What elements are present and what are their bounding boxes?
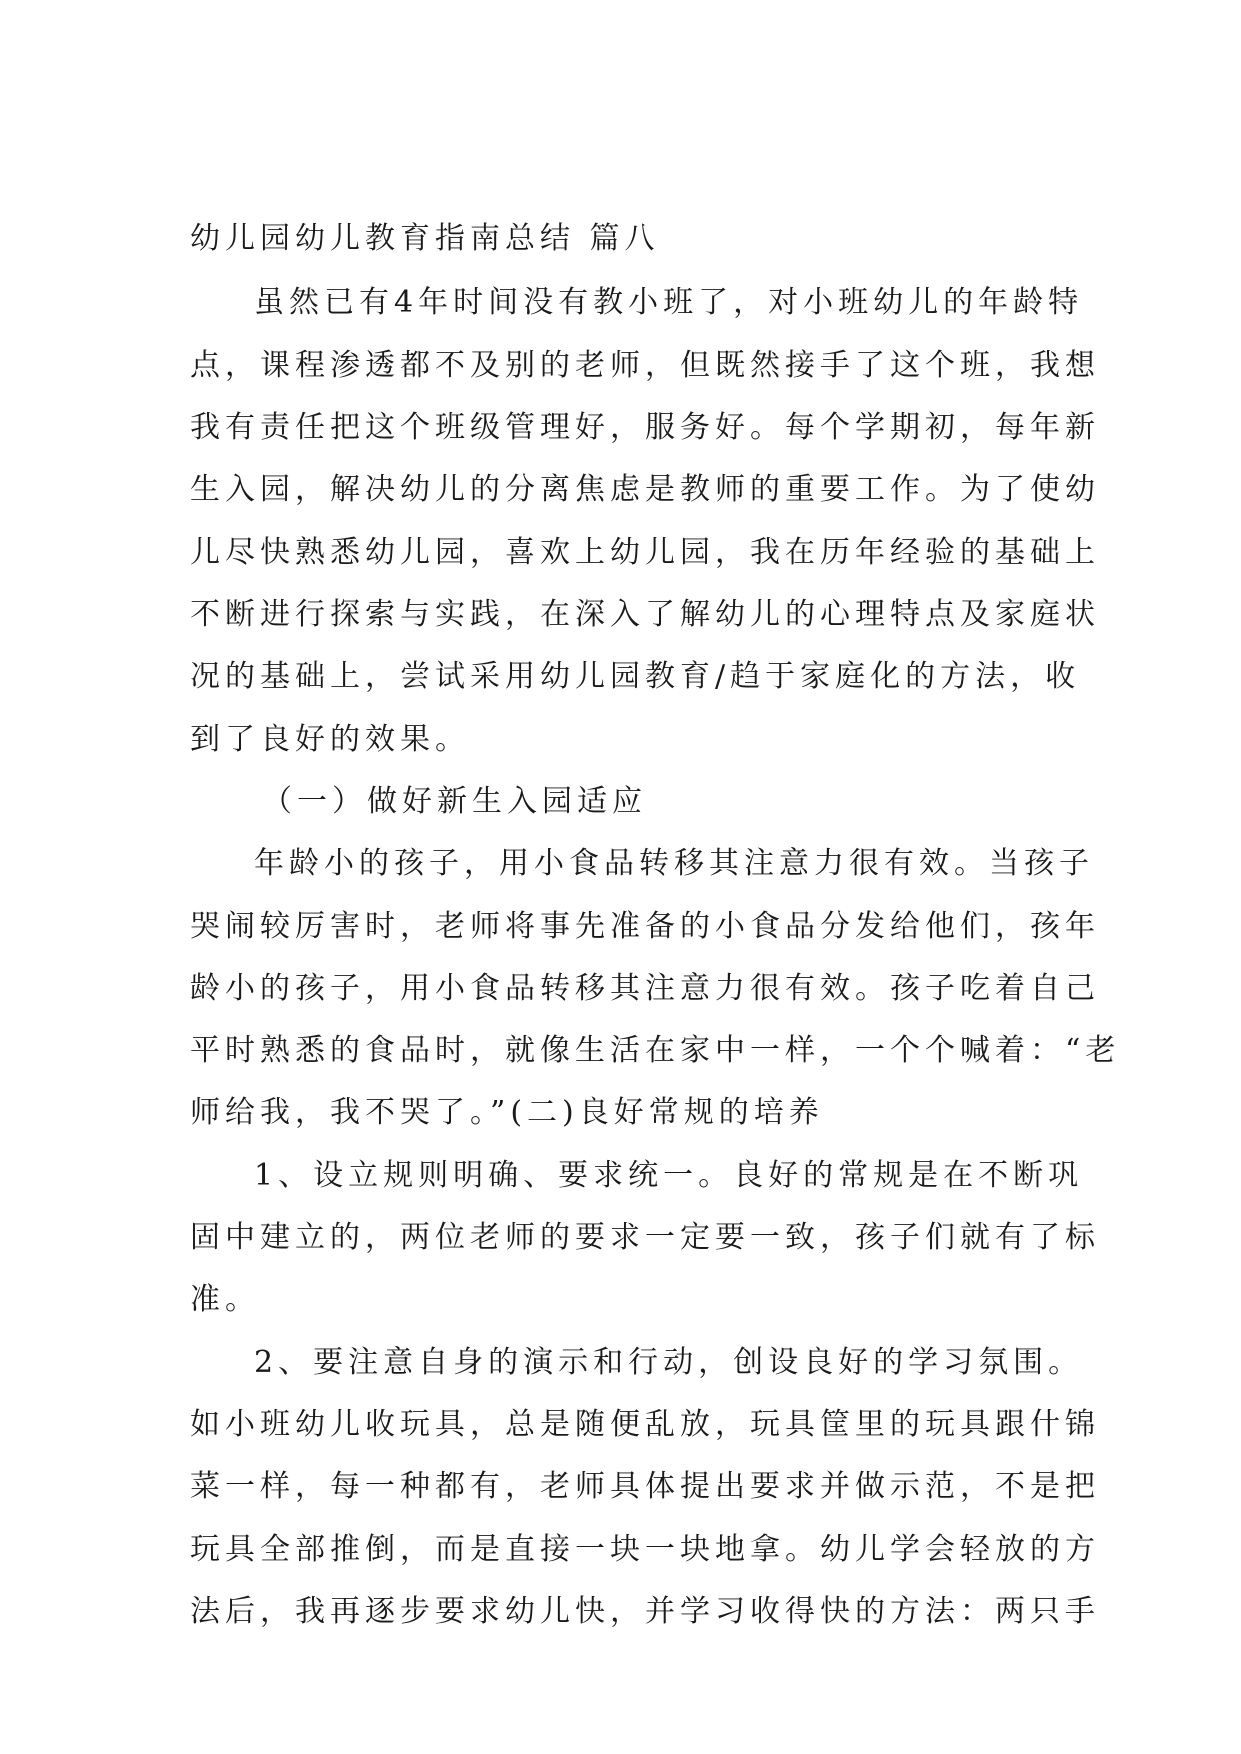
paragraph-line: 法后，我再逐步要求幼儿快，并学习收得快的方法：两只手 <box>190 1594 1100 1629</box>
paragraph-line: 我有责任把这个班级管理好，服务好。每个学期初，每年新 <box>190 410 1100 445</box>
paragraph-line: 固中建立的，两位老师的要求一定要一致，孩子们就有了标 <box>190 1220 1100 1255</box>
paragraph-line: 生入园，解决幼儿的分离焦虑是教师的重要工作。为了使幼 <box>190 472 1100 507</box>
paragraph-line: 况的基础上，尝试采用幼儿园教育/趋于家庭化的方法，收 <box>190 659 1081 694</box>
paragraph-line: 到了良好的效果。 <box>190 722 470 757</box>
paragraph-line: 菜一样，每一种都有，老师具体提出要求并做示范，不是把 <box>190 1469 1100 1504</box>
paragraph-line: 不断进行探索与实践，在深入了解幼儿的心理特点及家庭状 <box>190 597 1100 632</box>
paragraph-line: 平时熟悉的食品时，就像生活在家中一样，一个个喊着：“老 <box>190 1033 1121 1068</box>
paragraph-line: 玩具全部推倒，而是直接一块一块地拿。幼儿学会轻放的方 <box>190 1532 1100 1567</box>
document-title: 幼儿园幼儿教育指南总结 篇八 <box>190 221 660 256</box>
paragraph-line: 年龄小的孩子，用小食品转移其注意力很有效。当孩子 <box>254 846 1094 881</box>
paragraph-line: 如小班幼儿收玩具，总是随便乱放，玩具筐里的玩具跟什锦 <box>190 1407 1100 1442</box>
paragraph-line: 师给我，我不哭了。”(二)良好常规的培养 <box>190 1095 824 1130</box>
paragraph-line: 1、设立规则明确、要求统一。良好的常规是在不断巩 <box>254 1158 1084 1193</box>
paragraph-line: 准。 <box>190 1282 260 1317</box>
paragraph-line: 哭闹较厉害时，老师将事先准备的小食品分发给他们，孩年 <box>190 909 1100 944</box>
section-heading: （一）做好新生入园适应 <box>262 784 647 819</box>
paragraph-line: 点，课程渗透都不及别的老师，但既然接手了这个班，我想 <box>190 348 1100 383</box>
paragraph-line: 儿尽快熟悉幼儿园，喜欢上幼儿园，我在历年经验的基础上 <box>190 535 1100 570</box>
paragraph-line: 2、要注意自身的演示和行动，创设良好的学习氛围。 <box>254 1345 1084 1380</box>
paragraph-line: 虽然已有4年时间没有教小班了，对小班幼儿的年龄特 <box>254 285 1084 320</box>
paragraph-line: 龄小的孩子，用小食品转移其注意力很有效。孩子吃着自己 <box>190 971 1100 1006</box>
